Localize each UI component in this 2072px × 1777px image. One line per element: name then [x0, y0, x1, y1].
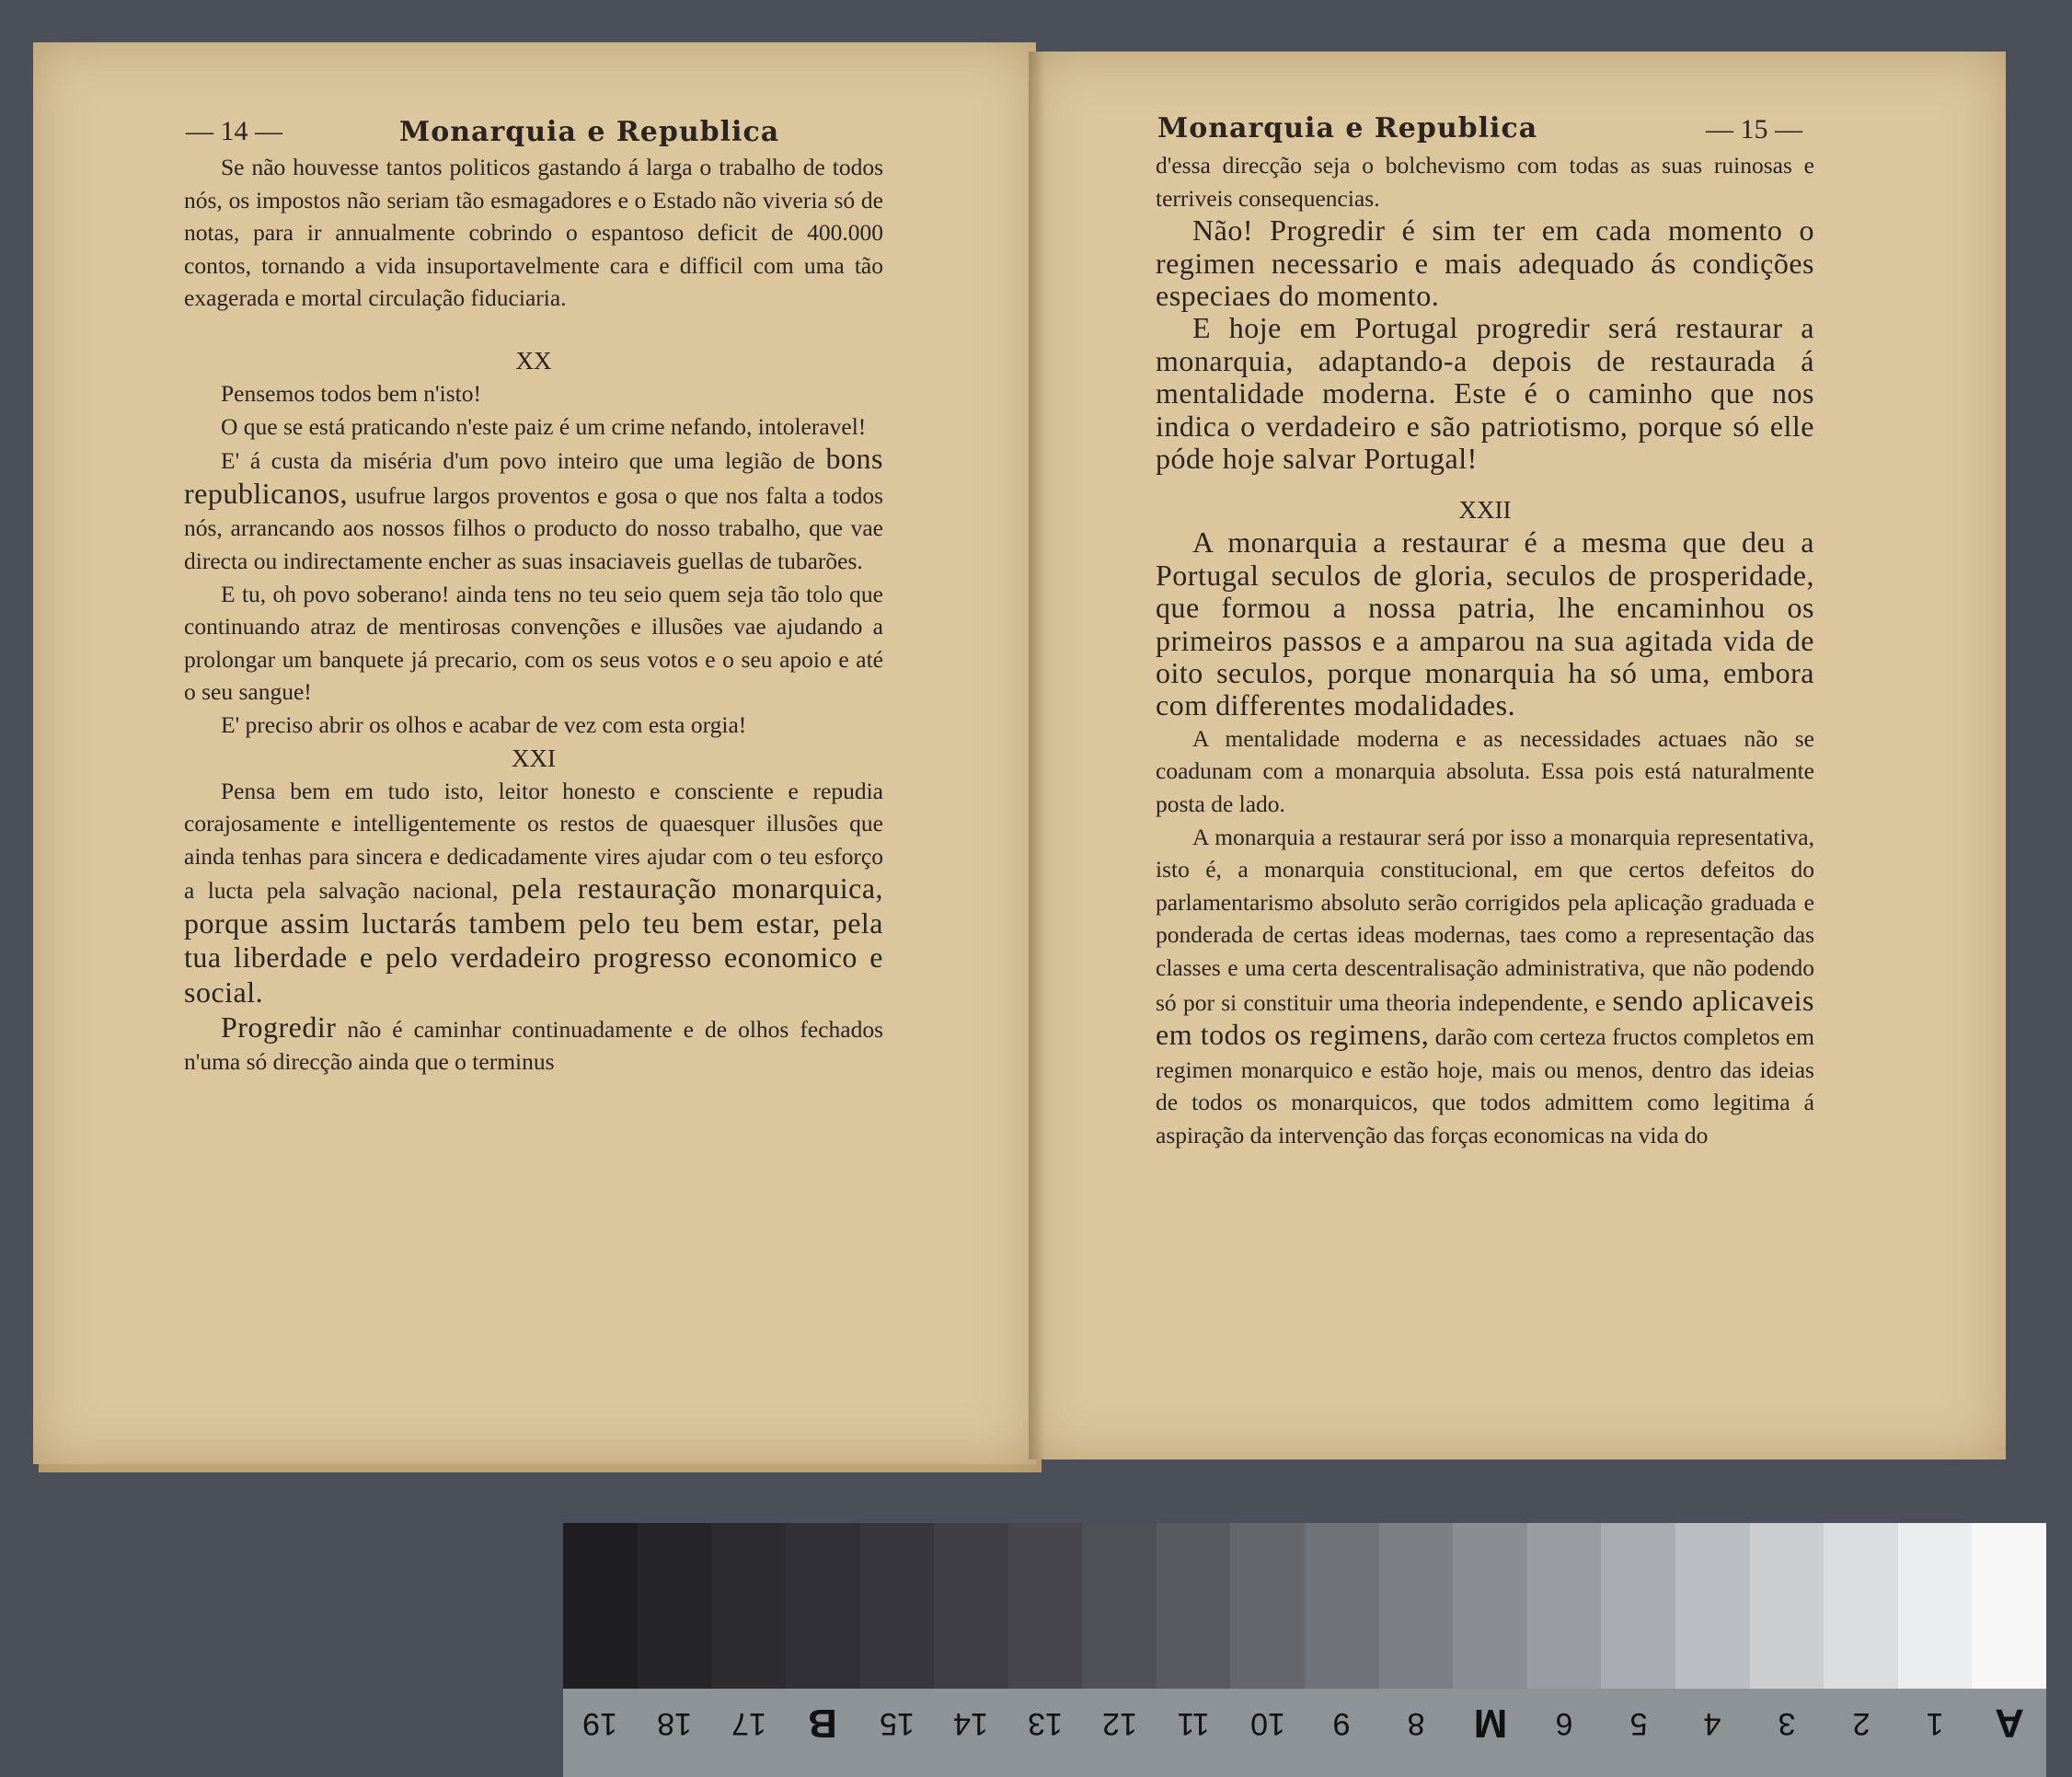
section-heading-xx: XX — [515, 346, 552, 375]
paragraph: E hoje em Portugal progredir será restaurar a monarquia, adaptando-a depois de restaurada á mentalidade moderna. Este é o caminho que nos indica o verdadeiro e são patriotismo, porque só elle póde hoje salvar Portugal! — [1156, 311, 1814, 476]
emphasis-text: pela restauração monarquica, porque assim luctarás tambem pelo teu bem estar, pela tua liberdade e pelo verdadeiro progresso economico e social. — [184, 871, 884, 1010]
gray-swatch — [1305, 1523, 1379, 1689]
paragraph: A mentalidade moderna e as necessidades actuaes não se coadunam com a monarquia absoluta. Essa pois está naturalmente posta de lado. — [1156, 724, 1814, 818]
scale-label: 5 — [1629, 1706, 1648, 1741]
left-page — [33, 42, 1036, 1464]
scale-label: 14 — [953, 1706, 989, 1741]
text-run: darão com certeza fructos completos em regimen monarquico e estão hoje, mais ou menos, dentro das ideias de todos os monarquicos, que todos admittem como legitima á aspiração da intervenção das forças economicas na vida do — [1156, 1023, 1815, 1148]
scale-label: 12 — [1101, 1706, 1137, 1741]
scale-label: 19 — [582, 1706, 618, 1741]
gray-swatch — [1675, 1523, 1750, 1689]
gray-swatch — [859, 1523, 934, 1689]
scale-label: 2 — [1852, 1706, 1870, 1741]
text-run: Pensa bem em tudo isto, leitor honesto e consciente e repudia corajosamente e intelligentemente os restos de quaesquer illusões que ainda tenhas para sincera e dedicadamente vires ajudar com o teu esforço a lucta pela salvação nacional, — [184, 777, 883, 905]
gray-swatch — [1379, 1523, 1454, 1689]
paragraph: O que se está praticando n'este paiz é um crime nefando, intoleravel! — [221, 412, 867, 440]
gray-swatch — [1157, 1523, 1231, 1689]
gray-swatch — [1601, 1523, 1675, 1689]
scale-label: 10 — [1249, 1706, 1285, 1741]
gray-swatch — [1008, 1523, 1083, 1689]
scale-label: B — [808, 1701, 837, 1746]
left-body — [184, 151, 883, 1079]
right-body — [1156, 149, 1814, 1152]
right-page-number: — 15 — — [1706, 114, 1802, 144]
paragraph: d'essa direcção seja o bolchevismo com todas as suas ruinosas e terriveis consequencias. — [1156, 152, 1814, 212]
scale-label: 13 — [1027, 1706, 1063, 1741]
gray-scale-swatches — [563, 1523, 2046, 1689]
paragraph: Pensemos todos bem n'isto! — [221, 379, 481, 407]
paragraph — [184, 775, 883, 1011]
gray-swatch — [1453, 1523, 1527, 1689]
left-running-title: Monarquia e Republica — [399, 116, 780, 148]
gray-swatch — [1527, 1523, 1602, 1689]
left-page-number: — 14 — — [186, 116, 282, 146]
scale-label: 8 — [1407, 1706, 1425, 1741]
paragraph: Não! Progredir é sim ter em cada momento o regimen necessario e mais adequado ás condições especiaes do momento. — [1156, 213, 1814, 312]
gray-swatch — [786, 1523, 860, 1689]
right-running-title: Monarquia e Republica — [1157, 112, 1538, 144]
paragraph: E' preciso abrir os olhos e acabar de vez com esta orgia! — [221, 710, 747, 738]
gray-swatch — [934, 1523, 1008, 1689]
scale-label: M — [1473, 1701, 1507, 1746]
paragraph — [1156, 821, 1814, 1152]
scale-label: 15 — [879, 1706, 915, 1741]
text-run: E' á custa da miséria d'um povo inteiro que uma legião de — [221, 447, 815, 475]
scale-label: 17 — [731, 1706, 766, 1741]
scale-label: 18 — [656, 1706, 692, 1741]
paragraph — [184, 1011, 883, 1079]
text-run: usufrue largos proventos e gosa o que nos falta a todos nós, arrancando aos nossos filhos o producto do nosso trabalho, que vae directa ou indirectamente encher as suas insaciaveis guellas de tubarões. — [184, 481, 883, 574]
section-heading-xxii: XXII — [1458, 496, 1512, 525]
scale-label: 6 — [1555, 1706, 1573, 1741]
text-run: não é caminhar continuadamente e de olhos fechados n'uma só direcção ainda que o terminus — [184, 1015, 883, 1076]
gray-swatch — [1898, 1523, 1973, 1689]
scale-label: 1 — [1926, 1706, 1944, 1741]
emphasis-text: bons republicanos, — [184, 442, 883, 510]
paragraph: Se não houvesse tantos politicos gastando á larga o trabalho de todos nós, os impostos não seriam tão esmagadores e o Estado não viveria só de notas, para ir annualmente cobrindo o espantoso deficit de 400.000 contos, tornando a vida insuportavelmente cara e difficil com uma tão exagerada e mortal circulação fiduciaria. — [184, 154, 883, 312]
scale-label-row — [563, 1689, 2046, 1777]
paragraph: E tu, oh povo soberano! ainda tens no teu seio quem seja tão tolo que continuando atraz de mentirosas convenções e illusões vae ajudando a prolongar um banquete já precario, com os seus votos e o seu apoio e até o seu sangue! — [184, 580, 883, 706]
scale-label: A — [1994, 1701, 2024, 1746]
right-page — [1029, 52, 2006, 1460]
scale-label: 9 — [1332, 1706, 1351, 1741]
paragraph — [184, 443, 883, 577]
gray-swatch — [563, 1523, 638, 1689]
gray-swatch — [638, 1523, 712, 1689]
gray-swatch — [1972, 1523, 2046, 1689]
emphasis-text: sendo aplicaveis em todos os regimens, — [1156, 983, 1815, 1052]
scale-label: 4 — [1703, 1706, 1721, 1741]
color-calibration-card — [563, 1523, 2046, 1777]
section-heading-xxi: XXI — [512, 744, 556, 772]
gray-swatch — [1824, 1523, 1898, 1689]
text-run: A monarquia a restaurar será por isso a monarquia representativa, isto é, a monarquia constitucional, em que certos defeitos do parlamentarismo absoluto serão corrigidos pela aplicação graduada e ponderada de certas ideas modernas, taes como a representação das classes e uma certa descentralisação administrativa, que não podendo só por si constituir uma theoria independente, e — [1156, 823, 1814, 1016]
gray-swatch — [1750, 1523, 1825, 1689]
paragraph: A monarquia a restaurar é a mesma que deu a Portugal seculos de gloria, seculos de prosperidade, que formou a nossa patria, lhe encaminhou os primeiros passos e a amparou na sua agitada vida de oito seculos, porque monarquia ha só uma, embora com differentes modalidades. — [1156, 525, 1814, 722]
gray-swatch — [1230, 1523, 1305, 1689]
gray-swatch — [711, 1523, 786, 1689]
scale-label: 3 — [1778, 1706, 1796, 1741]
book-gutter — [1029, 52, 1045, 1460]
scale-label: 11 — [1177, 1706, 1210, 1741]
gray-swatch — [1082, 1523, 1157, 1689]
emphasis-text: Progredir — [221, 1010, 337, 1044]
